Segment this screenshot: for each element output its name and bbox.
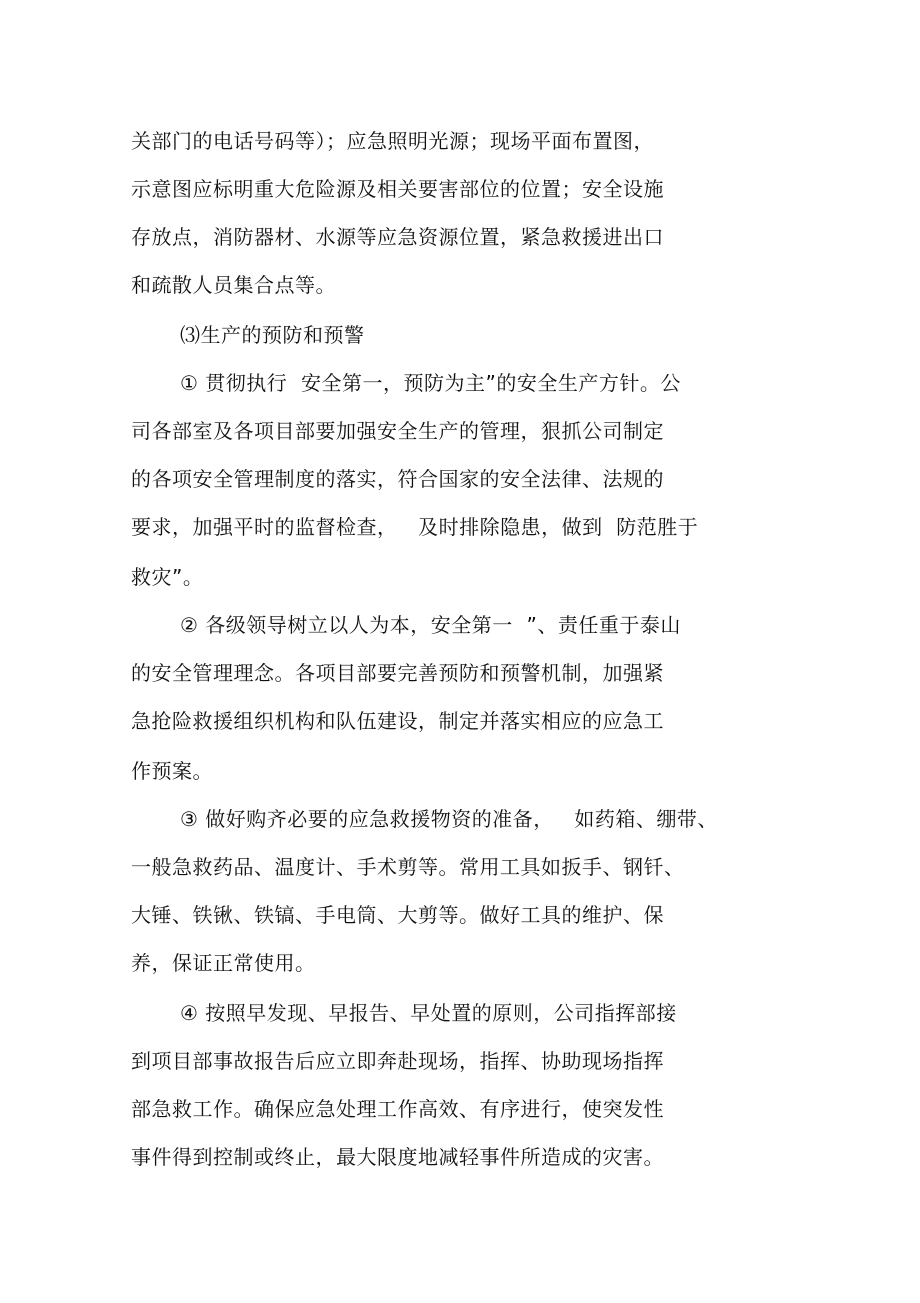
text-line: 司各部室及各项目部要加强安全生产的管理，狠抓公司制定 bbox=[131, 419, 664, 443]
section-heading: ⑶生产的预防和预警 bbox=[180, 323, 365, 347]
text-line: 到项目部事故报告后应立即奔赴现场，指挥、协助现场指挥 bbox=[131, 1049, 664, 1073]
paragraph-3-first-line: ③ 做好购齐必要的应急救援物资的准备， 如药箱、绷带、 bbox=[180, 807, 718, 831]
text-line: 的安全管理理念。各项目部要完善预防和预警机制，加强紧 bbox=[131, 661, 664, 685]
text-line: 存放点，消防器材、水源等应急资源位置，紧急救援进出口 bbox=[131, 225, 664, 249]
text-line: 大锤、铁锹、铁镐、手电筒、大剪等。做好工具的维护、保 bbox=[131, 903, 664, 927]
text-line: 事件得到控制或终止，最大限度地减轻事件所造成的灾害。 bbox=[131, 1145, 664, 1169]
text-line: 和疏散人员集合点等。 bbox=[131, 273, 336, 297]
text-line: 关部门的电话号码等）；应急照明光源；现场平面布置图， bbox=[131, 129, 654, 153]
text-line: 作预案。 bbox=[131, 759, 213, 783]
text-line: 要求，加强平时的监督检查， 及时排除隐患，做到 防范胜于 bbox=[131, 515, 699, 539]
text-line: 急抢险救援组织机构和队伍建设，制定并落实相应的应急工 bbox=[131, 709, 664, 733]
text-line: 的各项安全管理制度的落实，符合国家的安全法律、法规的 bbox=[131, 467, 664, 491]
text-line: 救灾”。 bbox=[131, 565, 204, 589]
paragraph-1-first-line: ① 贯彻执行 安全第一，预防为主”的安全生产方针。公 bbox=[180, 371, 681, 395]
text-line: 部急救工作。确保应急处理工作高效、有序进行，使突发性 bbox=[131, 1097, 664, 1121]
paragraph-2-first-line: ② 各级领导树立以人为本，安全第一 ”、责任重于泰山 bbox=[180, 613, 681, 637]
text-line: 示意图应标明重大危险源及相关要害部位的位置；安全设施 bbox=[131, 177, 664, 201]
text-line: 一般急救药品、温度计、手术剪等。常用工具如扳手、钢钎、 bbox=[131, 855, 685, 879]
paragraph-4-first-line: ④ 按照早发现、早报告、早处置的原则，公司指挥部接 bbox=[180, 1001, 677, 1025]
text-line: 养，保证正常使用。 bbox=[131, 951, 316, 975]
